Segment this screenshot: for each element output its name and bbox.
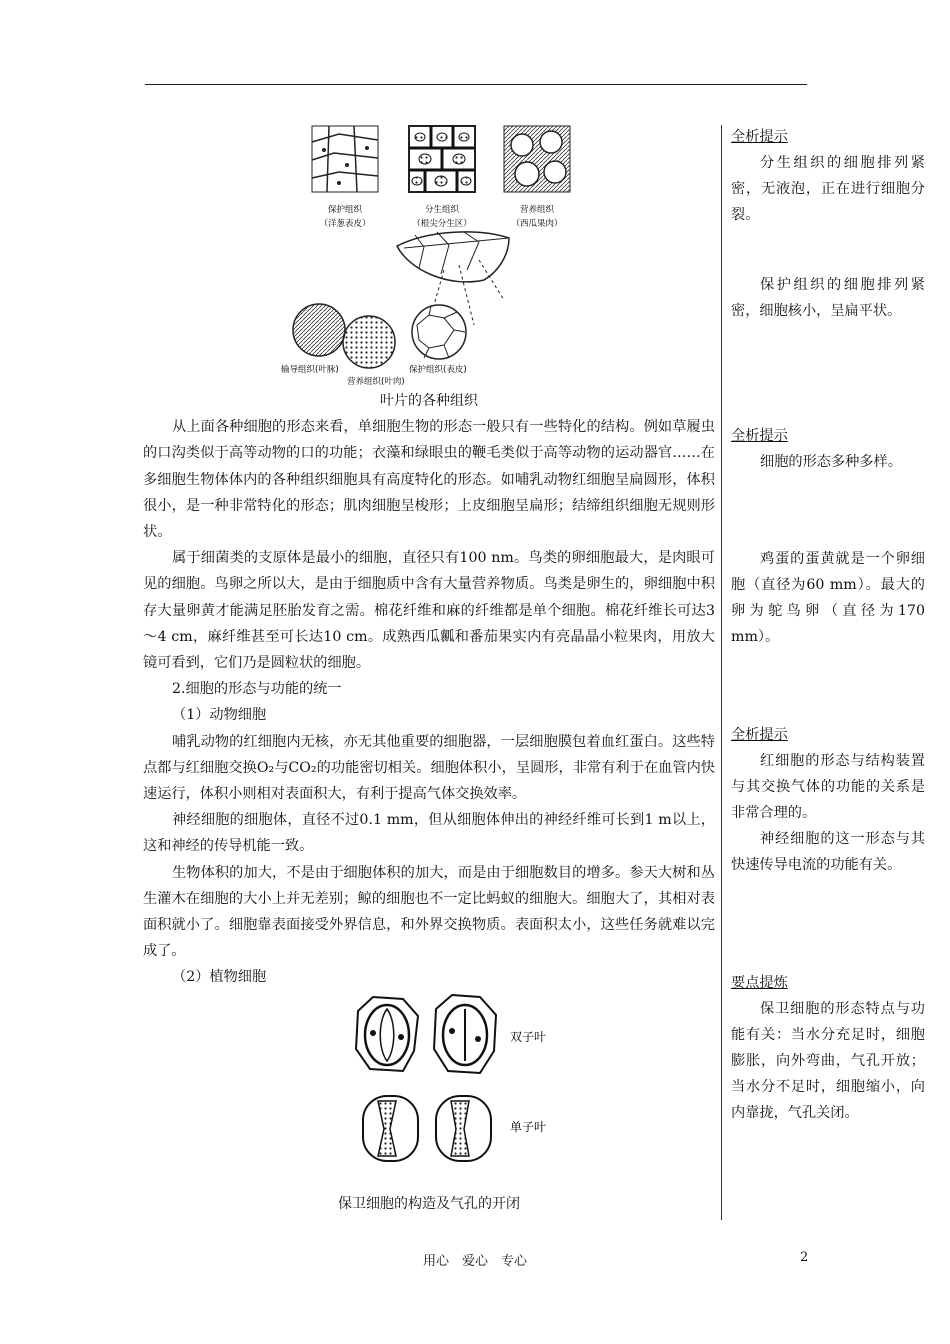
- header-rule: [145, 84, 807, 85]
- subheading-plant: （2）植物细胞: [172, 969, 267, 986]
- sidebar-note-4: [731, 546, 925, 650]
- note-text: 保卫细胞的形态特点与功能有关：当水分充足时，细胞膨胀，向外弯曲，气孔开放；当水分不足时，细胞缩小，向内靠拢，气孔关闭。: [731, 1001, 925, 1121]
- sidebar-note-3: [731, 423, 925, 475]
- paragraph-3: 哺乳动物的红细胞内无核，亦无其他重要的细胞器，一层细胞膜包着血红蛋白。这些特点都与红细胞交换O₂与CO₂的功能密切相关。细胞体积小，呈圆形，非常有利于在血管内快速运行，体积小则相对表面积大，有利于提高气体交换效率。: [143, 733, 715, 803]
- sublabel-nutritive: （西瓜果肉）: [511, 219, 563, 229]
- figure1-caption: 叶片的各种组织: [380, 393, 478, 409]
- meristem-image: [409, 126, 475, 192]
- sidebar-note-1: [731, 124, 925, 228]
- watermelon-pulp-image: [504, 126, 570, 192]
- tissue-figure: [279, 120, 579, 388]
- dicot-stoma-open-image: [356, 997, 418, 1071]
- paragraph-1: 从上面各种细胞的形态来看，单细胞生物的形态一般只有一些特化的结构。例如草履虫的口沟类似于高等动物的口的功能；衣藻和绿眼虫的鞭毛类似于高等动物的运动器官……在多细胞生物体体内的各种组织细胞具有高度特化的形态。如哺乳动物红细胞呈扁圆形，体积很小，是一种非常特化的形态；肌肉细胞呈梭形；上皮细胞呈扁形；结缔组织细胞无规则形状。: [143, 419, 715, 541]
- main-column: [143, 120, 715, 1217]
- note-text: 鸡蛋的蛋黄就是一个卵细胞（直径为60 mm）。最大的卵为鸵鸟卵（直径为170 mm）。: [731, 551, 925, 645]
- label-monocot: 单子叶: [510, 1119, 547, 1134]
- monocot-stoma-closed-image: [436, 1096, 491, 1161]
- monocot-stoma-open-image: [363, 1096, 418, 1161]
- note-heading: 要点提炼: [731, 975, 788, 991]
- footer-motto: 用心 爱心 专心: [422, 1254, 527, 1269]
- page-number: 2: [800, 1250, 809, 1265]
- dicot-stoma-closed-image: [434, 995, 496, 1073]
- note-heading: 全析提示: [731, 727, 788, 743]
- onion-epidermis-image: [312, 126, 378, 192]
- subheading-animal: （1）动物细胞: [172, 707, 267, 724]
- sublabel-meristem: （根尖分生区）: [412, 219, 472, 229]
- note-text: 保护组织的细胞排列紧密，细胞核小，呈扁平状。: [731, 277, 925, 319]
- figure2-caption: 保卫细胞的构造及气孔的开闭: [338, 1195, 520, 1212]
- column-divider: [721, 125, 722, 1220]
- label-protective: 保护组织: [327, 205, 363, 215]
- label-epidermis: 保护组织(表皮): [409, 365, 467, 375]
- paragraph-5: 生物体积的加大，不是由于细胞体积的加大，而是由于细胞数目的增多。参天大树和丛生灌木在细胞的大小上并无差别；鲸的细胞也不一定比蚂蚁的细胞大。细胞大了，其相对表面积就小了。细胞靠表面接受外界信息，和外界交换物质。表面积太小，这些任务就难以完成了。: [143, 864, 715, 960]
- label-nutritive: 营养组织: [519, 205, 555, 215]
- note-text: 细胞的形态多种多样。: [760, 454, 902, 470]
- note-text: 分生组织的细胞排列紧密，无液泡，正在进行细胞分裂。: [731, 155, 925, 223]
- paragraph-4: 神经细胞的细胞体，直径不过0.1 mm，但从细胞体伸出的神经纤维可长到1 m以上，这和神经的传导机能一致。: [143, 812, 715, 855]
- guard-cell-figure: [348, 991, 608, 1171]
- mesophyll-image: [343, 316, 395, 368]
- epidermis-image: [412, 305, 466, 359]
- label-meristem: 分生组织: [424, 205, 460, 215]
- vascular-tissue-image: [293, 304, 345, 356]
- label-dicot: 双子叶: [510, 1029, 547, 1044]
- section-heading: 2.细胞的形态与功能的统一: [172, 681, 342, 698]
- note-text: 神经细胞的这一形态与其快速传导电流的功能有关。: [731, 831, 925, 873]
- sidebar-note-6: [731, 970, 925, 1126]
- note-heading: 全析提示: [731, 129, 788, 145]
- note-heading: 全析提示: [731, 428, 788, 444]
- sidebar-note-2: [731, 272, 925, 324]
- sidebar-note-5: [731, 722, 925, 878]
- label-vascular: 输导组织(叶脉): [281, 365, 339, 375]
- paragraph-2: 属于细菌类的支原体是最小的细胞，直径只有100 nm。鸟类的卵细胞最大，是肉眼可见的细胞。鸟卵之所以大，是由于细胞质中含有大量营养物质。鸟类是卵生的，卵细胞中积存大量卵黄才能满足胚胎发育之需。棉花纤维和麻的纤维都是单个细胞。棉花纤维长可达3～4 cm，麻纤维甚至可长达10 cm。成熟西瓜瓤和番茄果实内有亮晶晶小粒果肉，用放大镜可看到，它们乃是圆粒状的细胞。: [143, 550, 715, 672]
- label-mesophyll: 营养组织(叶肉): [347, 377, 405, 387]
- sublabel-protective: （洋葱表皮）: [319, 219, 371, 229]
- note-text: 红细胞的形态与结构装置与其交换气体的功能的关系是非常合理的。: [731, 753, 925, 821]
